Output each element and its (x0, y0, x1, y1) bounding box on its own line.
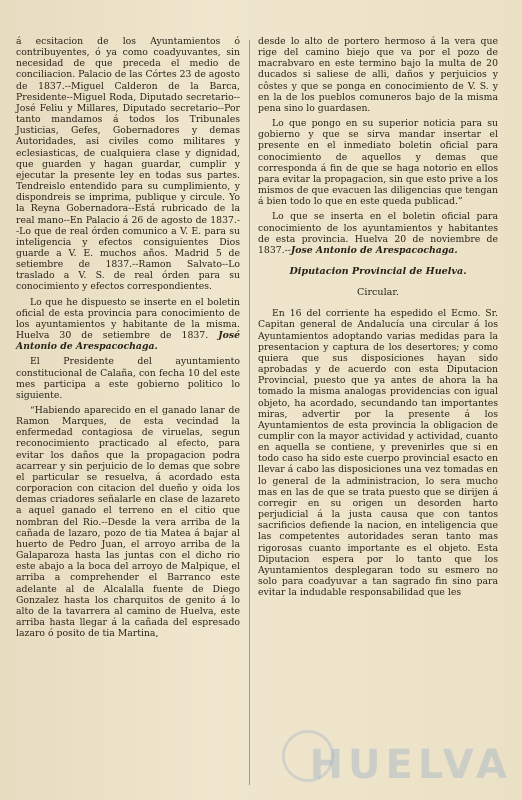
publication-order-text: Lo que he dispuesto se inserte en el boletin oficial de esta provincia para conocimiento de los ayuntamientos y habitante de la misma. Huelva 30 de setiembre de 1837. (16, 296, 240, 342)
section-subheading: Circular. (357, 287, 399, 299)
notice-request-paragraph: Lo que pongo en su superior noticia para su gobierno y que se sirva mandar insertar el presente en el inmediato boletin oficial para conocimiento de aquellos y demas que corresponda á fin de que se haga notorio en ellos para evitar la propagacion, sin que esto prive a los mismos de que evacuen las diligencias que tengan á bien todo lo que en este queda publicad.” (258, 118, 498, 208)
right-column (258, 36, 498, 598)
insertion-notice-paragraph (258, 211, 498, 256)
calana-intro-paragraph: El Presidente del ayuntamiento constitucional de Calaña, con fecha 10 del este mes participa a este gobierno politico lo siguiente. (16, 356, 240, 401)
publication-order-paragraph (16, 297, 240, 353)
signature-arespacochaga: José Antonio de Arespacochaga. (16, 330, 240, 353)
lazareto-continuation-paragraph: desde lo alto de portero hermoso á la vera que rige del camino biejo que va por el pozo de macrabvaro en este termino bajo la multa de 20 ducados si saliese de alli, daños y perjuicios y côstes y que se ponga en conocimiento de V. S. y en la de los pueblos comuneros bajo de la misma pena sino lo guardasen. (258, 36, 498, 114)
circular-paragraph: En 16 del corriente ha espedido el Ecmo. Sr. Capitan general de Andalucía una circular á los Ayuntamientos adoptando varias medidas para la presentacion y captura de los desertores; y como quiera que sus disposiciones hayan sido aprobadas y de acuerdo con esta Diputacion Provincial, puesto que ya antes de ahora la ha tomado la misma analogas providencias con igual objeto, ha acordado, secundando tan importantes miras, advertir por la presente á los Ayuntamientos de esta provincia la obligacion de cumplir con la mayor actividad y actividad, cuanto en aquella se contiene, y prevenirles que si en todo caso ha sido este cuerpo provincial esacto en llevar á cabo las disposiciones una vez tomadas en lo general de la administracion, lo sera mucho mas en las de que se trata puesto que se dirijen á corregir en su origen un desorden harto perjudicial á la justa causa que con tantos sacrificios defiende la nacion, en inteligencia que las competentes autoridades seran tanto mas rigorosas cuanto importante es el objeto. Esta Diputacion espera por lo tanto que los Ayuntamientos desplegaran todo su esmero no solo para coadyuvar a tan sagrado fin sino para evitar la indudable responsabilidad que les (258, 308, 498, 599)
lazareto-report-paragraph: “Habiendo aparecido en el ganado lanar de Ramon Marques, de esta vecindad la enfermedad contagiosa de viruelas, segun reconocimiento practicado al efecto, para evitar los daños que la propagacion podra acarrear y sin perjuicio de lo demas que sobre el particular se resuelva, á acordado esta corporacion con citacion del dueño y oida los demas criadores señalarle en clase de lazareto a aquel ganado el terreno en el citio que nombran del Rio.--Desde la vera arriba de la cañada de lazaro, pozo de tia Matea á bajar al huerto de Pedro Juan, el arroyo arriba de la Galaparoza hasta las juntas con el dicho rio este abajo a la boca del arroyo de Malpique, el arriba a comprehender el Barranco este adelante al de Alcalalla fuente de Diego Gonzalez hasta los charquitos de genito á lo alto de la tavarrera al camino de Huelva, este arriba hasta llegar á la cañada del espresado lazaro ó posito de tia Martina, (16, 405, 240, 640)
signature-arespacochaga-2: Jose Antonio de Arespacochaga. (290, 244, 458, 256)
left-column (16, 36, 240, 639)
watermark-text: HUELVA (309, 742, 512, 788)
law-text-paragraph: á ecsitacion de los Ayuntamientos ó contribuyentes, ó ya como coadyuvantes, sin necesidad de que preceda el medio de conciliacion. Palacio de las Córtes 23 de agosto de 1837.--Miguel Calderon de la Barca, Presidente--Miguel Roda, Diputado secretario--José Feliu y Millares, Diputado secretario--Por tanto mandamos á todos los Tribunales Justicias, Gefes, Gobernadores y demas Autoridades, asi civiles como militares y eclesiasticas, de cualquiera clase y dignidad, que guarden y hagan guardar, cumplir y ejecutar la presente ley en todas sus partes. Tendreislo entendido para su cumplimiento, y dispondreis se imprima, publique y circule. Yo la Reyna Gobernadora--Está rubricado de la real mano--En Palacio á 26 de agosto de 1837.--Lo que de real órden comunico a V. E. para su inteligencia y efectos consiguientes Dios guarde a V. E. muchos años. Madrid 5 de setiembre de 1837.--Ramon Salvato--Lo traslado a V. S. de real órden para su conocimiento y efectos correspondientes. (16, 36, 240, 293)
section-heading: Diputacion Provincial de Huelva. (289, 265, 467, 277)
insertion-notice-text: Lo que se inserta en el boletin oficial para conocimiento de los ayuntamientos y habitantes de esta provincia. Huelva 20 de noviembre de 1837.-- (258, 211, 498, 256)
column-divider (249, 40, 250, 785)
